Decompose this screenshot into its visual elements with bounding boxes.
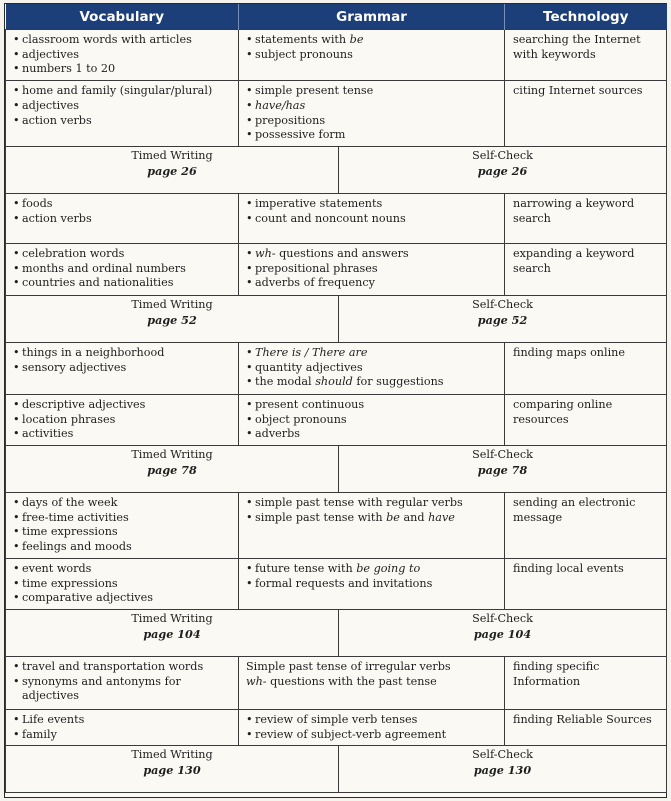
grammar-cell [239,709,505,745]
grammar-text: review of simple verb tenses [255,712,418,726]
self-check-page: page 104 [473,626,532,641]
vocabulary-item: • family [13,728,232,743]
review-row [6,746,667,793]
lesson-row [6,81,667,147]
self-check-page: page 26 [477,163,528,178]
grammar-list [246,197,498,226]
timed-writing-page: page 130 [143,763,201,778]
grammar-item [246,496,498,511]
grammar-cell [239,30,505,81]
vocabulary-item: • descriptive adjectives [13,398,232,413]
timed-writing-label: Timed Writing [131,297,213,311]
review-row [6,146,667,193]
grammar-item [246,660,498,675]
grammar-text: subject pronouns [255,47,353,61]
grammar-item [246,577,498,592]
vocabulary-list [13,346,232,375]
grammar-item [246,713,498,728]
grammar-text: There is / There are [255,345,368,359]
timed-writing-page: page 78 [147,462,197,477]
grammar-cell [239,81,505,147]
technology-cell: citing Internet sources [505,81,667,147]
self-check-label: Self-Check [472,297,533,311]
technology-cell: comparing online resources [505,394,667,445]
grammar-item [246,197,498,212]
vocabulary-list [13,197,232,226]
lesson-row [6,342,667,394]
grammar-text: object pronouns [255,412,347,426]
vocabulary-list [13,713,232,742]
grammar-text: simple past tense with [255,510,387,524]
grammar-list [246,398,498,442]
grammar-text: have/has [255,98,306,112]
vocabulary-item: • travel and transportation words [13,660,232,675]
grammar-text: quantity adjectives [255,360,363,374]
vocabulary-cell [6,493,239,559]
grammar-list [246,496,498,525]
vocabulary-item: • numbers 1 to 20 [13,62,232,77]
grammar-item [246,247,498,262]
grammar-item [246,84,498,99]
grammar-text: be going to [356,561,421,575]
grammar-text: imperative statements [255,196,383,210]
grammar-text: Simple past tense of irregular verbs [246,659,451,673]
grammar-text: and [399,510,429,524]
grammar-text: prepositional phrases [255,261,378,275]
self-check-cell [339,146,667,193]
vocabulary-item: • feelings and moods [13,540,232,555]
vocabulary-list [13,247,232,291]
self-check-cell [339,295,667,342]
technology-cell: finding local events [505,558,667,609]
vocabulary-list [13,496,232,555]
grammar-text: wh- [246,674,267,688]
vocabulary-item: • event words [13,562,232,577]
grammar-item [246,128,498,143]
vocabulary-cell [6,243,239,295]
syllabus-table [5,4,667,793]
lesson-row [6,243,667,295]
timed-writing-cell [6,446,339,493]
technology-cell: sending an electronic message [505,493,667,559]
grammar-text: present continuous [255,397,365,411]
grammar-item [246,511,498,526]
vocabulary-cell [6,342,239,394]
timed-writing-page: page 52 [147,312,197,327]
vocabulary-item: • classroom words with articles [13,33,232,48]
self-check-label: Self-Check [472,448,533,462]
vocabulary-list [13,84,232,128]
grammar-cell [239,193,505,243]
grammar-text: for suggestions [352,375,444,389]
grammar-item [246,562,498,577]
grammar-item [246,728,498,743]
grammar-text: prepositions [255,113,326,127]
vocabulary-item: • days of the week [13,496,232,511]
grammar-item [246,398,498,413]
grammar-list [246,84,498,143]
timed-writing-label: Timed Writing [131,611,213,625]
lesson-row [6,558,667,609]
grammar-item [246,675,498,690]
grammar-item [246,114,498,129]
vocabulary-item: • comparative adjectives [13,591,232,606]
vocabulary-cell [6,558,239,609]
grammar-cell [239,656,505,709]
syllabus-table-page [4,3,667,798]
self-check-label: Self-Check [472,748,533,762]
review-row [6,609,667,656]
grammar-cell [239,493,505,559]
timed-writing-cell [6,609,339,656]
timed-writing-cell [6,746,339,793]
grammar-text: adverbs [255,427,301,441]
grammar-text: count and noncount nouns [255,211,406,225]
lesson-row [6,493,667,559]
grammar-text: should [315,375,353,389]
vocabulary-item: • action verbs [13,212,232,227]
lesson-row [6,30,667,81]
timed-writing-label: Timed Writing [131,748,213,762]
grammar-cell [239,394,505,445]
grammar-item [246,361,498,376]
lesson-row [6,193,667,243]
self-check-page: page 130 [473,763,532,778]
grammar-cell [239,558,505,609]
technology-cell: finding Reliable Sources [505,709,667,745]
technology-cell: narrowing a keyword search [505,193,667,243]
grammar-item [246,262,498,277]
grammar-text: have [428,510,455,524]
vocabulary-item: • Life events [13,713,232,728]
vocabulary-item: • foods [13,197,232,212]
vocabulary-list [13,398,232,442]
grammar-cell [239,342,505,394]
grammar-list [246,247,498,291]
grammar-item [246,212,498,227]
vocabulary-list [13,33,232,77]
vocabulary-item: • home and family (singular/plural) [13,84,232,99]
grammar-item [246,33,498,48]
grammar-text: be [349,33,364,46]
header-vocabulary: Vocabulary [6,4,239,30]
vocabulary-cell [6,394,239,445]
header-technology: Technology [505,4,667,30]
vocabulary-item: • months and ordinal numbers [13,262,232,277]
self-check-label: Self-Check [472,611,533,625]
grammar-item [246,375,498,390]
self-check-label: Self-Check [472,148,533,162]
grammar-item [246,427,498,442]
grammar-text: simple past tense with regular verbs [255,496,463,510]
review-row [6,295,667,342]
grammar-cell [239,243,505,295]
timed-writing-page: page 104 [143,626,201,641]
grammar-list [246,713,498,742]
vocabulary-item: • adjectives [13,99,232,114]
lesson-row [6,709,667,745]
timed-writing-cell [6,295,339,342]
grammar-item [246,99,498,114]
vocabulary-list [13,660,232,704]
grammar-item [246,276,498,291]
grammar-text: formal requests and invitations [255,576,433,590]
header-row [6,4,667,30]
self-check-page: page 52 [477,312,528,327]
technology-cell: finding specific Information [505,656,667,709]
vocabulary-item: • time expressions [13,577,232,592]
grammar-text: adverbs of frequency [255,276,375,290]
grammar-list [246,562,498,591]
vocabulary-item: • countries and nationalities [13,276,232,291]
grammar-item [246,48,498,63]
lesson-row [6,656,667,709]
vocabulary-item: • synonyms and antonyms for adjectives [13,675,232,704]
grammar-item [246,413,498,428]
self-check-cell [339,746,667,793]
vocabulary-item: • time expressions [13,525,232,540]
self-check-page: page 78 [477,462,528,477]
vocabulary-item: • sensory adjectives [13,361,232,376]
grammar-text: statements with [255,33,350,46]
review-row [6,446,667,493]
vocabulary-cell [6,30,239,81]
grammar-list [246,33,498,62]
vocabulary-item: • action verbs [13,114,232,129]
vocabulary-item: • things in a neighborhood [13,346,232,361]
timed-writing-page: page 26 [147,163,197,178]
vocabulary-item: • adjectives [13,48,232,63]
grammar-text: simple present tense [255,84,374,98]
vocabulary-cell [6,656,239,709]
grammar-text: wh- [255,246,276,260]
self-check-cell [339,446,667,493]
vocabulary-cell [6,193,239,243]
grammar-list [246,346,498,390]
grammar-item [246,346,498,361]
technology-cell: finding maps online [505,342,667,394]
grammar-text: future tense with [255,561,357,575]
self-check-cell [339,609,667,656]
vocabulary-cell [6,81,239,147]
grammar-text: the modal [255,375,316,389]
grammar-text: be [386,510,400,524]
technology-cell: expanding a keyword search [505,243,667,295]
grammar-text: possessive form [255,128,346,142]
vocabulary-item: • free-time activities [13,511,232,526]
vocabulary-item: • location phrases [13,413,232,428]
vocabulary-list [13,562,232,606]
timed-writing-cell [6,146,339,193]
vocabulary-item: • activities [13,427,232,442]
header-grammar: Grammar [239,4,505,30]
technology-cell: searching the Internet with keywords [505,30,667,81]
grammar-text: questions and answers [275,246,409,260]
grammar-text: questions with the past tense [266,674,437,688]
grammar-list [246,660,498,689]
grammar-text: review of subject-verb agreement [255,727,447,741]
vocabulary-item: • celebration words [13,247,232,262]
timed-writing-label: Timed Writing [131,448,213,462]
timed-writing-label: Timed Writing [131,148,213,162]
lesson-row [6,394,667,445]
vocabulary-cell [6,709,239,745]
